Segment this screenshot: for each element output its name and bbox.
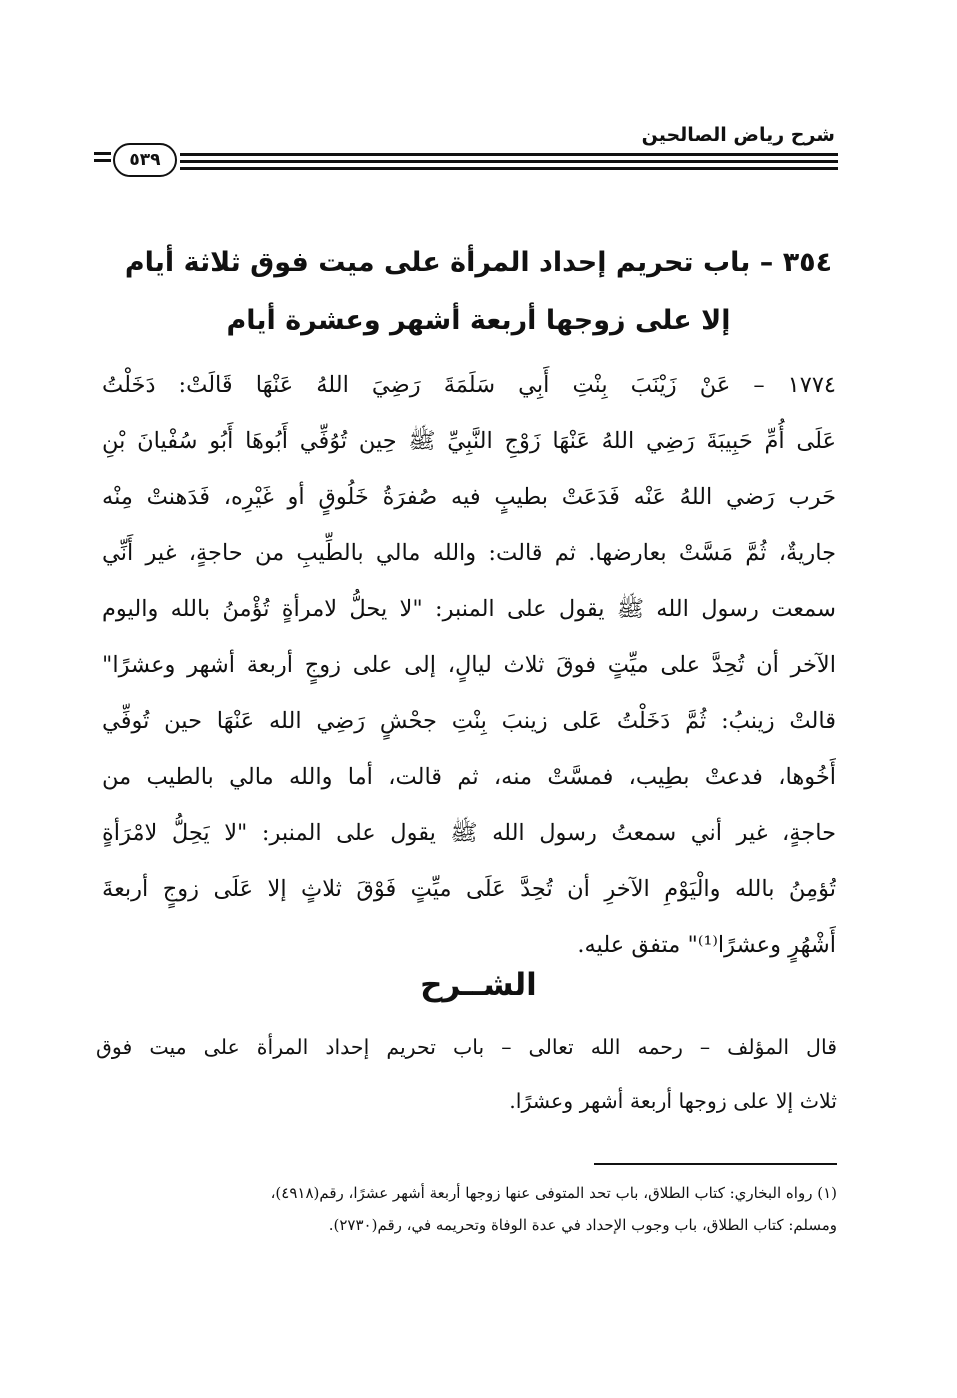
footnote-line: ومسلم: كتاب الطلاق، باب وجوب الإحداد في عدة الوفاة وتحريمه في، رقم(٢٧٣٠). [328,1216,837,1234]
header-rule [180,160,838,163]
footnote-line: (١) رواه البخاري: كتاب الطلاق، باب تحد المتوفى عنها زوجها أربعة أشهر عشرًا، رقم(٤٩١٨)، [270,1184,837,1202]
chapter-heading-line: ٣٥٤ – باب تحريم إحداد المرأة على ميت فوق ثلاثة أيام [124,247,833,278]
header-rule [180,153,838,156]
text-line: أَشْهُرٍ وعشرًا⁽¹⁾" متفق عليه. [577,932,836,958]
text-line: حاجةٍ، غير أني سمعتُ رسول الله ﷺ يقول على المنبر: "لا يَحِلُّ لامْرَأةٍ [102,820,836,846]
text-line: تُؤمِنُ بالله والْيَوْمِ الآخرِ أن تُحِدَّ عَلَى ميِّتٍ فَوْقَ ثلاثٍ إلا عَلَى زوجٍ أربعةَ [102,876,836,902]
text-line: قالتْ زينبُ: ثُمَّ دَخَلْتُ عَلى زينبَ بِنْتِ جحْشٍ رَضِي الله عَنْهَا حين تُوفِّي [102,708,836,734]
hadith-text [102,357,836,973]
text-line: عَلَى أُمِّ حَبِيبَةَ رَضِي اللهُ عَنْهَا زَوْجِ النَّبِيِّ ﷺ حِين تُوُفِّي أَبُوهَا أَبُو سُفْيانَ بْنِ [102,428,836,454]
text-line: أَخُوها، فدعتْ بطِيب، فمسَّتْ منه، ثم قالت، أما والله مالي بالطيب من [102,764,836,790]
text-line: الآخر أن تُحِدَّ على ميِّتٍ فوقَ ثلاث ليالٍ، إلى على زوجٍ أربعة أشهر وعشرًا" [102,652,836,678]
text-line: جاريةٌ، ثُمَّ مَسَّتْ بعارضها. ثم قالت: والله مالي بالطِّيبِ من حاجةٍ، غير أَنِّي [102,540,836,566]
chapter-heading-line: إلا على زوجها أربعة أشهر وعشرة أيام [226,305,731,336]
text-line: ثلاث إلا على زوجها أربعة أشهر وعشرًا. [509,1089,837,1113]
page-number-badge [113,143,177,177]
running-header-title: شرح رياض الصالحين [641,124,835,146]
text-line: قال المؤلف – رحمه الله تعالى – باب تحريم إحداد المرأة على ميت فوق [96,1035,837,1059]
commentary-heading: الشــرح [420,967,537,1003]
commentary-text [96,1020,837,1128]
page-number-ornament [94,152,111,166]
text-line: حَرب رَضي اللهُ عَنْه فَدَعَتْ بطيبٍ فيه صُفرَةُ خَلُوقٍ أو غَيْرِه، فَدَهنتْ مِنْه [102,484,836,510]
footnote-separator [594,1163,837,1165]
page-number: ٥٣٩ [129,150,161,170]
text-line: ١٧٧٤ – عَنْ زَيْنَبَ بِنْتِ أَبِي سَلَمَةَ رَضِيَ اللهُ عَنْهَا قَالَتْ: دَخَلْتُ [102,372,836,398]
text-line: سمعت رسول الله ﷺ يقول على المنبر: "لا يحلُّ لامرأةٍ تُؤْمنُ بالله واليوم [102,596,836,622]
footnotes [100,1177,837,1241]
header-rule [180,167,838,170]
chapter-heading [120,234,837,350]
